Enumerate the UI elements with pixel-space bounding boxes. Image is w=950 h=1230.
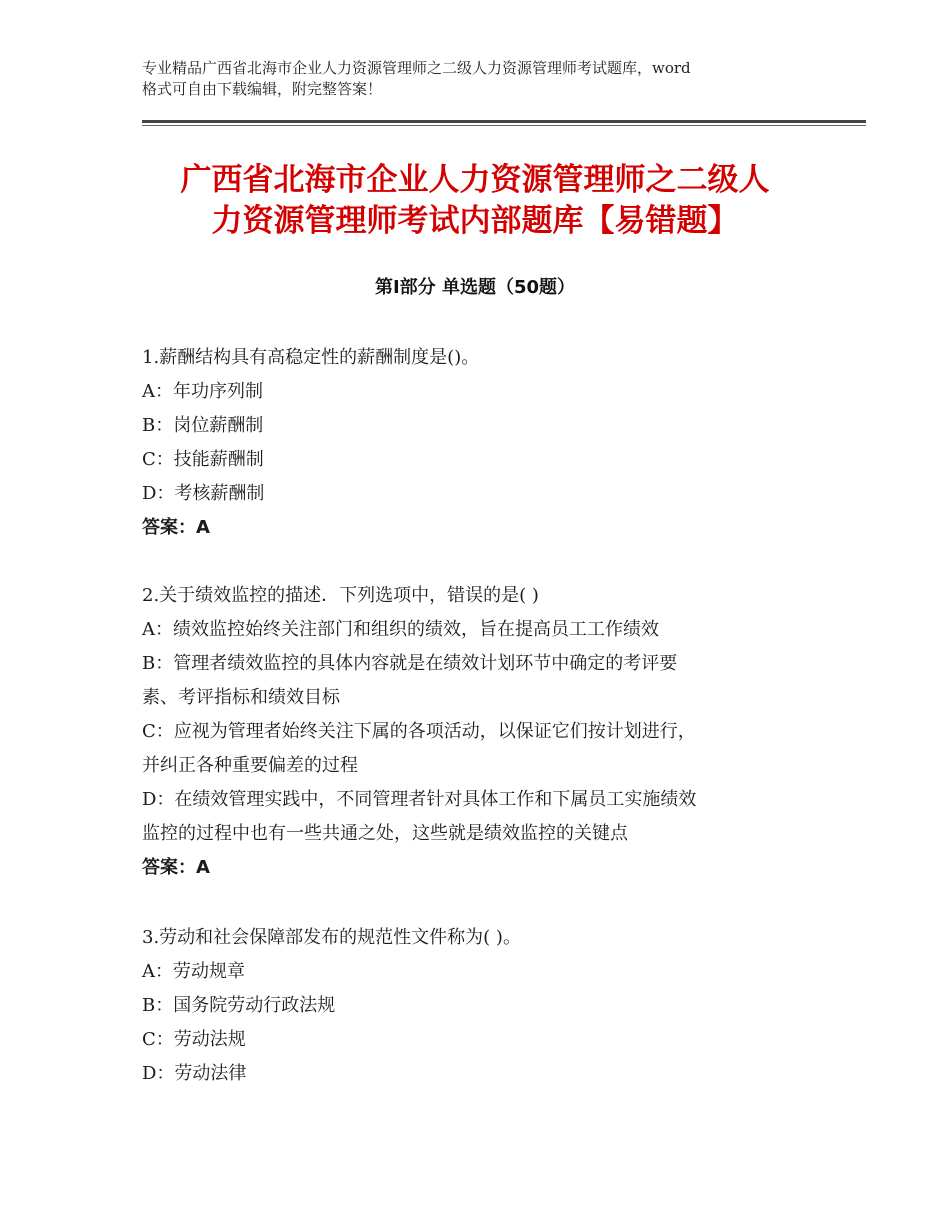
option-c: C：劳动法规	[142, 1029, 246, 1050]
option-d-continued: 监控的过程中也有一些共通之处，这些就是绩效监控的关键点	[142, 823, 628, 844]
option-c: C：技能薪酬制	[142, 449, 264, 470]
option-b-continued: 素、考评指标和绩效目标	[142, 687, 340, 708]
option-b: B：国务院劳动行政法规	[142, 995, 336, 1016]
header-note	[142, 58, 832, 100]
header-divider-thick	[142, 120, 866, 123]
option-b: B：管理者绩效监控的具体内容就是在绩效计划环节中确定的考评要	[142, 653, 678, 674]
option-c-continued: 并纠正各种重要偏差的过程	[142, 755, 358, 776]
section-title: 第Ⅰ部分 单选题（50题）	[374, 277, 575, 298]
question-stem: 2.关于绩效监控的描述．下列选项中，错误的是( )	[142, 585, 539, 606]
document-title-line: 广西省北海市企业人力资源管理师之二级人	[180, 162, 770, 198]
question-2	[142, 579, 822, 885]
document-title	[100, 160, 850, 242]
option-b: B：岗位薪酬制	[142, 415, 264, 436]
option-a: A：劳动规章	[142, 961, 245, 982]
option-d: D：考核薪酬制	[142, 483, 265, 504]
answer: 答案：A	[142, 517, 210, 538]
question-1	[142, 341, 822, 545]
option-c: C：应视为管理者始终关注下属的各项活动，以保证它们按计划进行，	[142, 721, 696, 742]
option-d: D：劳动法律	[142, 1063, 247, 1084]
question-stem: 3.劳动和社会保障部发布的规范性文件称为( )。	[142, 927, 521, 948]
answer: 答案：A	[142, 857, 210, 878]
header-note-line: 专业精品广西省北海市企业人力资源管理师之二级人力资源管理师考试题库，word	[142, 59, 691, 77]
header-divider-thin	[142, 125, 866, 126]
option-a: A：年功序列制	[142, 381, 263, 402]
option-d: D：在绩效管理实践中，不同管理者针对具体工作和下属员工实施绩效	[142, 789, 697, 810]
option-a: A：绩效监控始终关注部门和组织的绩效，旨在提高员工工作绩效	[142, 619, 659, 640]
question-3	[142, 921, 822, 1091]
document-title-line: 力资源管理师考试内部题库【易错题】	[211, 203, 739, 239]
header-note-line: 格式可自由下载编辑，附完整答案！	[142, 80, 383, 98]
question-stem: 1.薪酬结构具有高稳定性的薪酬制度是()。	[142, 347, 480, 368]
